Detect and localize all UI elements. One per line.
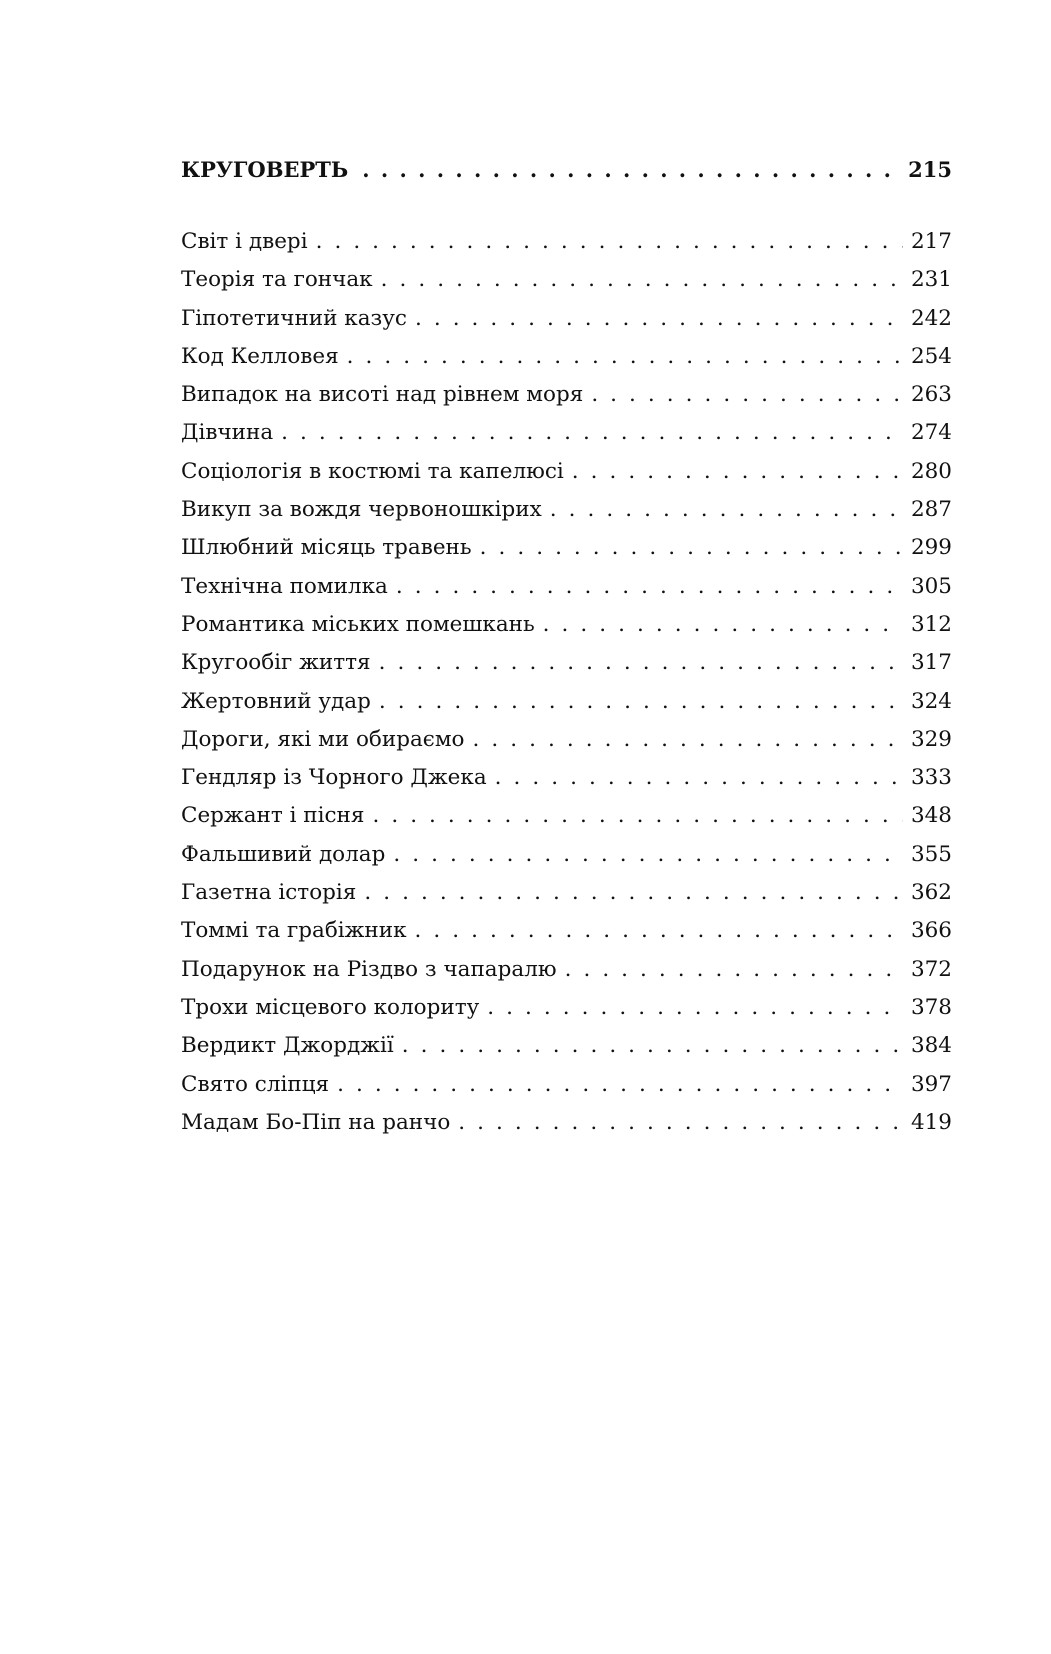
entry-page-number: 378 bbox=[910, 994, 952, 1020]
entry-title: Соціологія в костюмі та капелюсі bbox=[181, 458, 564, 484]
toc-entry bbox=[181, 606, 952, 644]
toc-entry bbox=[181, 644, 952, 682]
entry-page-number: 333 bbox=[910, 765, 952, 791]
entry-title: Мадам Бо-Піп на ранчо bbox=[181, 1109, 451, 1135]
toc-entry bbox=[181, 989, 952, 1027]
dot-leader bbox=[347, 338, 903, 376]
toc-entry bbox=[181, 1027, 952, 1065]
entry-title: Романтика міських помешкань bbox=[181, 611, 535, 637]
dot-leader bbox=[393, 836, 903, 874]
dot-leader bbox=[379, 683, 903, 721]
toc-entry bbox=[181, 797, 952, 835]
toc-entry-list bbox=[181, 223, 952, 1142]
entry-title: Світ і двері bbox=[181, 229, 308, 254]
entry-title: Теорія та гончак bbox=[181, 267, 373, 293]
entry-title: Гіпотетичний казус bbox=[181, 305, 407, 331]
dot-leader bbox=[362, 150, 894, 190]
entry-title: Кругообіг життя bbox=[181, 650, 371, 676]
entry-page-number: 263 bbox=[910, 382, 952, 408]
entry-title: Томмі та грабіжник bbox=[181, 918, 407, 944]
entry-title: Свято сліпця bbox=[181, 1071, 330, 1097]
dot-leader bbox=[495, 759, 903, 797]
toc-entry bbox=[181, 1066, 952, 1104]
entry-page-number: 329 bbox=[910, 726, 952, 752]
toc-entry bbox=[181, 529, 952, 567]
toc-entry bbox=[181, 453, 952, 491]
dot-leader bbox=[415, 912, 903, 950]
dot-leader bbox=[402, 1027, 903, 1065]
entry-title: Фальшивий долар bbox=[181, 841, 386, 867]
entry-page-number: 355 bbox=[910, 841, 952, 867]
entry-page-number: 324 bbox=[910, 688, 952, 714]
entry-title: Шлюбний місяць травень bbox=[181, 535, 472, 561]
table-of-contents bbox=[181, 150, 952, 1142]
entry-title: Гендляр із Чорного Джека bbox=[181, 765, 487, 791]
entry-page-number: 254 bbox=[910, 343, 952, 369]
toc-entry bbox=[181, 836, 952, 874]
toc-entry bbox=[181, 491, 952, 529]
dot-leader bbox=[337, 1066, 903, 1104]
entry-page-number: 384 bbox=[910, 1033, 952, 1059]
entry-page-number: 372 bbox=[910, 956, 952, 982]
dot-leader bbox=[473, 721, 903, 759]
entry-title: Сержант і пісня bbox=[181, 803, 365, 829]
toc-section-heading bbox=[181, 150, 952, 190]
toc-entry bbox=[181, 376, 952, 414]
toc-entry bbox=[181, 759, 952, 797]
entry-page-number: 366 bbox=[910, 918, 952, 944]
entry-page-number: 312 bbox=[910, 611, 952, 637]
toc-entry bbox=[181, 951, 952, 989]
entry-title: Дівчина bbox=[181, 420, 274, 446]
entry-title: Технічна помилка bbox=[181, 573, 388, 599]
toc-entry bbox=[181, 261, 952, 299]
dot-leader bbox=[379, 644, 903, 682]
entry-title: Трохи місцевого колориту bbox=[181, 994, 480, 1020]
toc-entry bbox=[181, 568, 952, 606]
entry-page-number: 287 bbox=[910, 497, 952, 523]
dot-leader bbox=[372, 797, 903, 835]
dot-leader bbox=[281, 414, 903, 452]
entry-title: Подарунок на Різдво з чапаралю bbox=[181, 956, 557, 982]
section-page-number: 215 bbox=[908, 157, 952, 182]
toc-entry bbox=[181, 912, 952, 950]
entry-page-number: 217 bbox=[910, 229, 952, 254]
dot-leader bbox=[550, 491, 903, 529]
dot-leader bbox=[572, 453, 903, 491]
dot-leader bbox=[480, 529, 903, 567]
toc-entry bbox=[181, 300, 952, 338]
toc-entry bbox=[181, 338, 952, 376]
entry-page-number: 231 bbox=[910, 267, 952, 293]
dot-leader bbox=[381, 261, 903, 299]
entry-title: Вердикт Джорджії bbox=[181, 1033, 394, 1059]
entry-title: Жертовний удар bbox=[181, 688, 371, 714]
dot-leader bbox=[316, 223, 903, 261]
entry-page-number: 305 bbox=[910, 573, 952, 599]
entry-page-number: 419 bbox=[910, 1109, 952, 1135]
dot-leader bbox=[565, 951, 903, 989]
entry-title: Код Келловея bbox=[181, 343, 339, 369]
entry-page-number: 280 bbox=[910, 458, 952, 484]
dot-leader bbox=[458, 1104, 903, 1142]
dot-leader bbox=[543, 606, 903, 644]
toc-entry bbox=[181, 1104, 952, 1142]
toc-entry bbox=[181, 223, 952, 261]
toc-entry bbox=[181, 683, 952, 721]
toc-entry bbox=[181, 414, 952, 452]
dot-leader bbox=[487, 989, 903, 1027]
entry-title: Газетна історія bbox=[181, 880, 357, 906]
dot-leader bbox=[415, 300, 903, 338]
entry-title: Випадок на висоті над рівнем моря bbox=[181, 382, 584, 408]
dot-leader bbox=[591, 376, 903, 414]
entry-page-number: 397 bbox=[910, 1071, 952, 1097]
entry-page-number: 242 bbox=[910, 305, 952, 331]
dot-leader bbox=[396, 568, 903, 606]
entry-title: Викуп за вождя червоношкірих bbox=[181, 497, 542, 523]
dot-leader bbox=[364, 874, 903, 912]
section-title: КРУГОВЕРТЬ bbox=[181, 157, 349, 182]
entry-title: Дороги, які ми обираємо bbox=[181, 726, 465, 752]
entry-page-number: 317 bbox=[910, 650, 952, 676]
toc-entry bbox=[181, 874, 952, 912]
entry-page-number: 274 bbox=[910, 420, 952, 446]
entry-page-number: 362 bbox=[910, 880, 952, 906]
toc-entry bbox=[181, 721, 952, 759]
entry-page-number: 348 bbox=[910, 803, 952, 829]
entry-page-number: 299 bbox=[910, 535, 952, 561]
